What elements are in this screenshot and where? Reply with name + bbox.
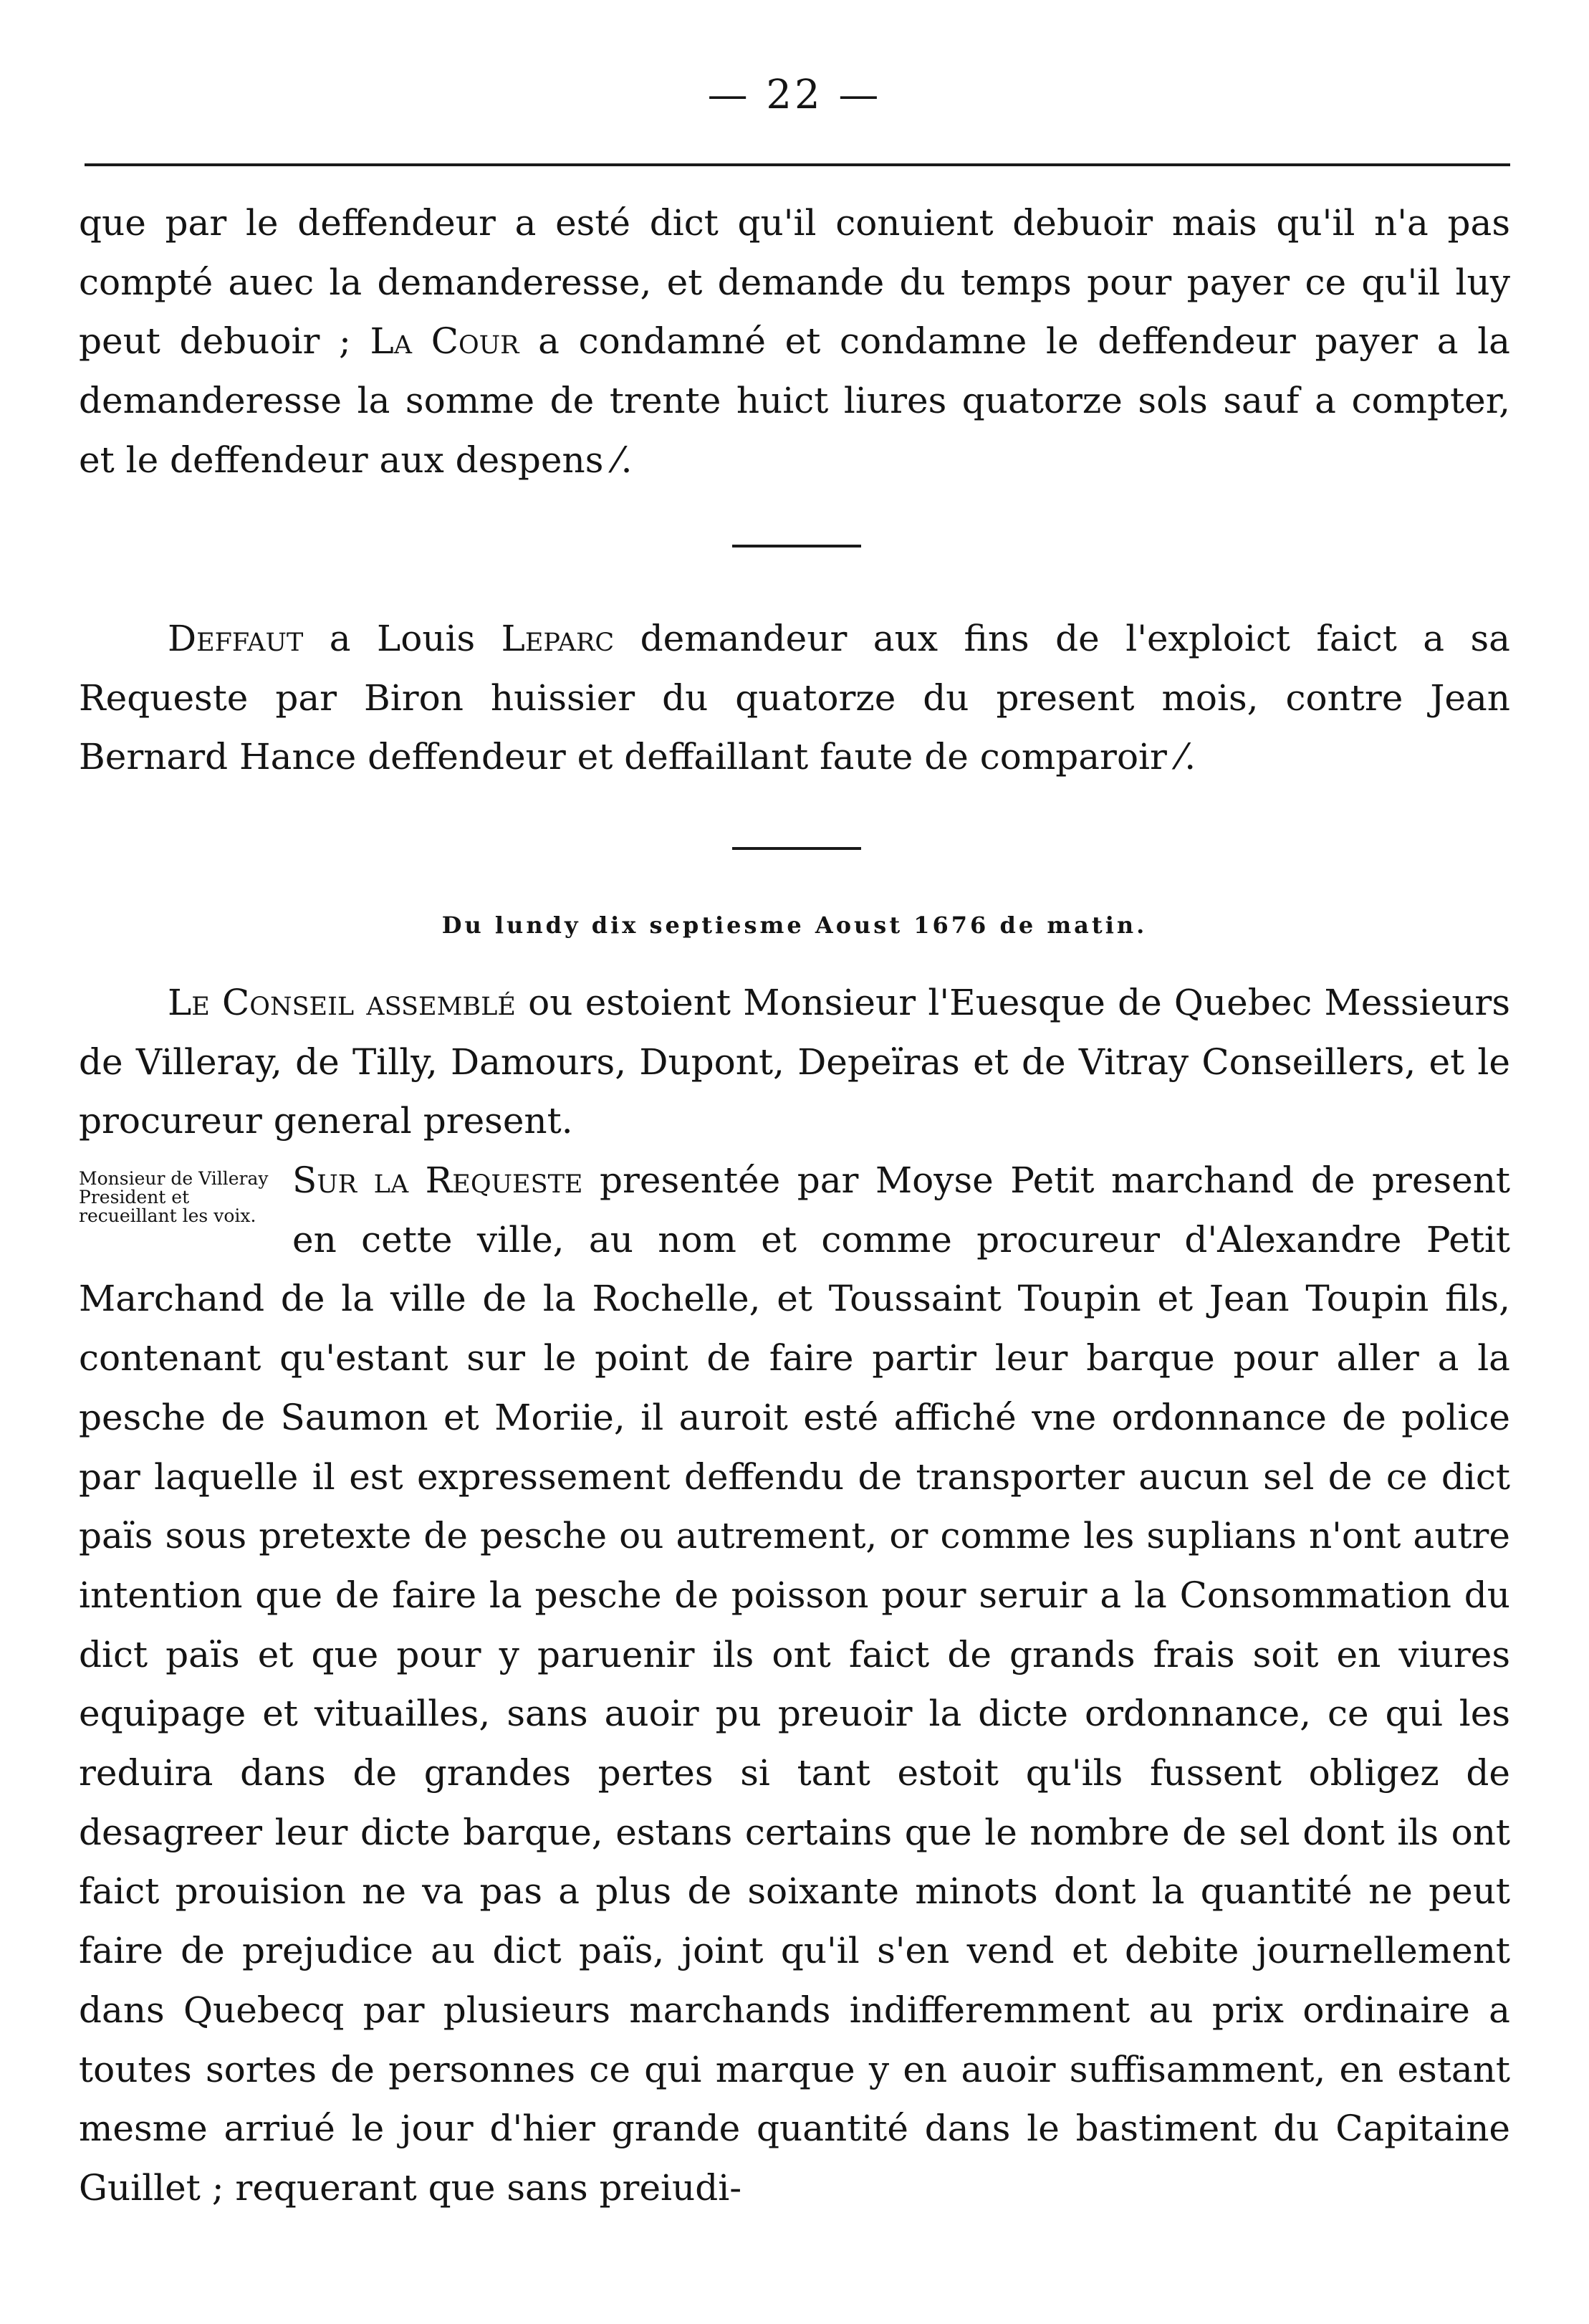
petition-paragraph (79, 1151, 1510, 2218)
continuation-paragraph (79, 193, 1510, 490)
header-rule (85, 163, 1510, 166)
session-heading: Du lundy dix septiesme Aoust 1676 de matin. (441, 912, 1148, 939)
assembly-lead: Le Conseil assemblé (168, 982, 516, 1023)
assembly-text: ou estoient Monsieur l'Euesque de Quebec Messieurs de Villeray, de Tilly, Damours, Dupont, Depeïras et de Vitray Conseillers, et le procureur general present. (79, 982, 1510, 1142)
default-paragraph (79, 609, 1510, 787)
separator-rule-2 (732, 847, 861, 850)
petition-text: presentée par Moyse Petit marchand de present en cette ville, au nom et comme procureur d'Alexandre Petit Marchand de la ville de la Rochelle, et Toussaint Toupin et Jean Toupin fils, contenant qu'estant sur le point de faire partir leur barque pour aller a la pesche de Saumon et Moriie, il auroit esté affiché vne ordonnance de police par laquelle il est expressement deffendu de transporter aucun sel de ce dict païs sous pretexte de pesche ou autrement, or comme les suplians n'ont autre intention que de faire la pesche de poisson pour seruir a la Consommation du dict païs et que pour y paruenir ils ont faict de grands frais soit en viures equipage et vituailles, sans auoir pu preuoir la dicte ordonnance, ce qui les reduira dans de grandes pertes si tant estoit qu'ils fussent obligez de desagreer leur dicte barque, estans certains que le nombre de sel dont ils ont faict prouision ne va pas a plus de soixante minots dont la quantité ne peut faire de prejudice au dict païs, joint qu'il s'en vend et debite journellement dans Quebecq par plusieurs marchands indifferemment au prix ordinaire a toutes sortes de personnes ce qui marque y en auoir suffisamment, en estant mesme arriué le jour d'hier grande quantité dans le bastiment du Capitaine Guillet ; requerant que sans preiudi- (79, 1159, 1510, 2209)
default-lead: Deffaut (168, 618, 304, 659)
page-number: — 22 — (707, 72, 882, 118)
entry-default (79, 609, 1510, 787)
default-text-2: demandeur aux fins de l'exploict faict a sa Requeste par Biron huissier du quatorze du present mois, contre Jean Bernard Hance deffendeur et deffaillant faute de comparoir ⁄. (79, 618, 1510, 778)
petition-lead: Sur la Requeste (292, 1159, 583, 1201)
margin-note-space (79, 1151, 292, 1251)
margin-note: Monsieur de Villeray President et recueillant les voix. (79, 1168, 269, 1226)
entry-assembly (79, 973, 1510, 1151)
entry-continuation (79, 193, 1510, 490)
plaintiff-name: Leparc (501, 618, 615, 659)
court-label: La Cour (370, 320, 519, 363)
continuation-text-1: que par le deffendeur a esté dict qu'il conuient debuoir mais qu'il n'a pas compté auec la demanderesse, et demande du temps pour payer ce qu'il luy peut debuoir ; (79, 202, 1510, 363)
assembly-paragraph (79, 973, 1510, 1151)
continuation-text-2: a condamné et condamne le deffendeur payer a la demanderesse la somme de trente huict liures quatorze sols sauf a compter, et le deffendeur aux despens ⁄. (79, 320, 1510, 481)
separator-rule-1 (732, 545, 861, 547)
entry-petition (79, 1151, 1510, 2218)
default-text-1: a Louis (303, 618, 501, 659)
